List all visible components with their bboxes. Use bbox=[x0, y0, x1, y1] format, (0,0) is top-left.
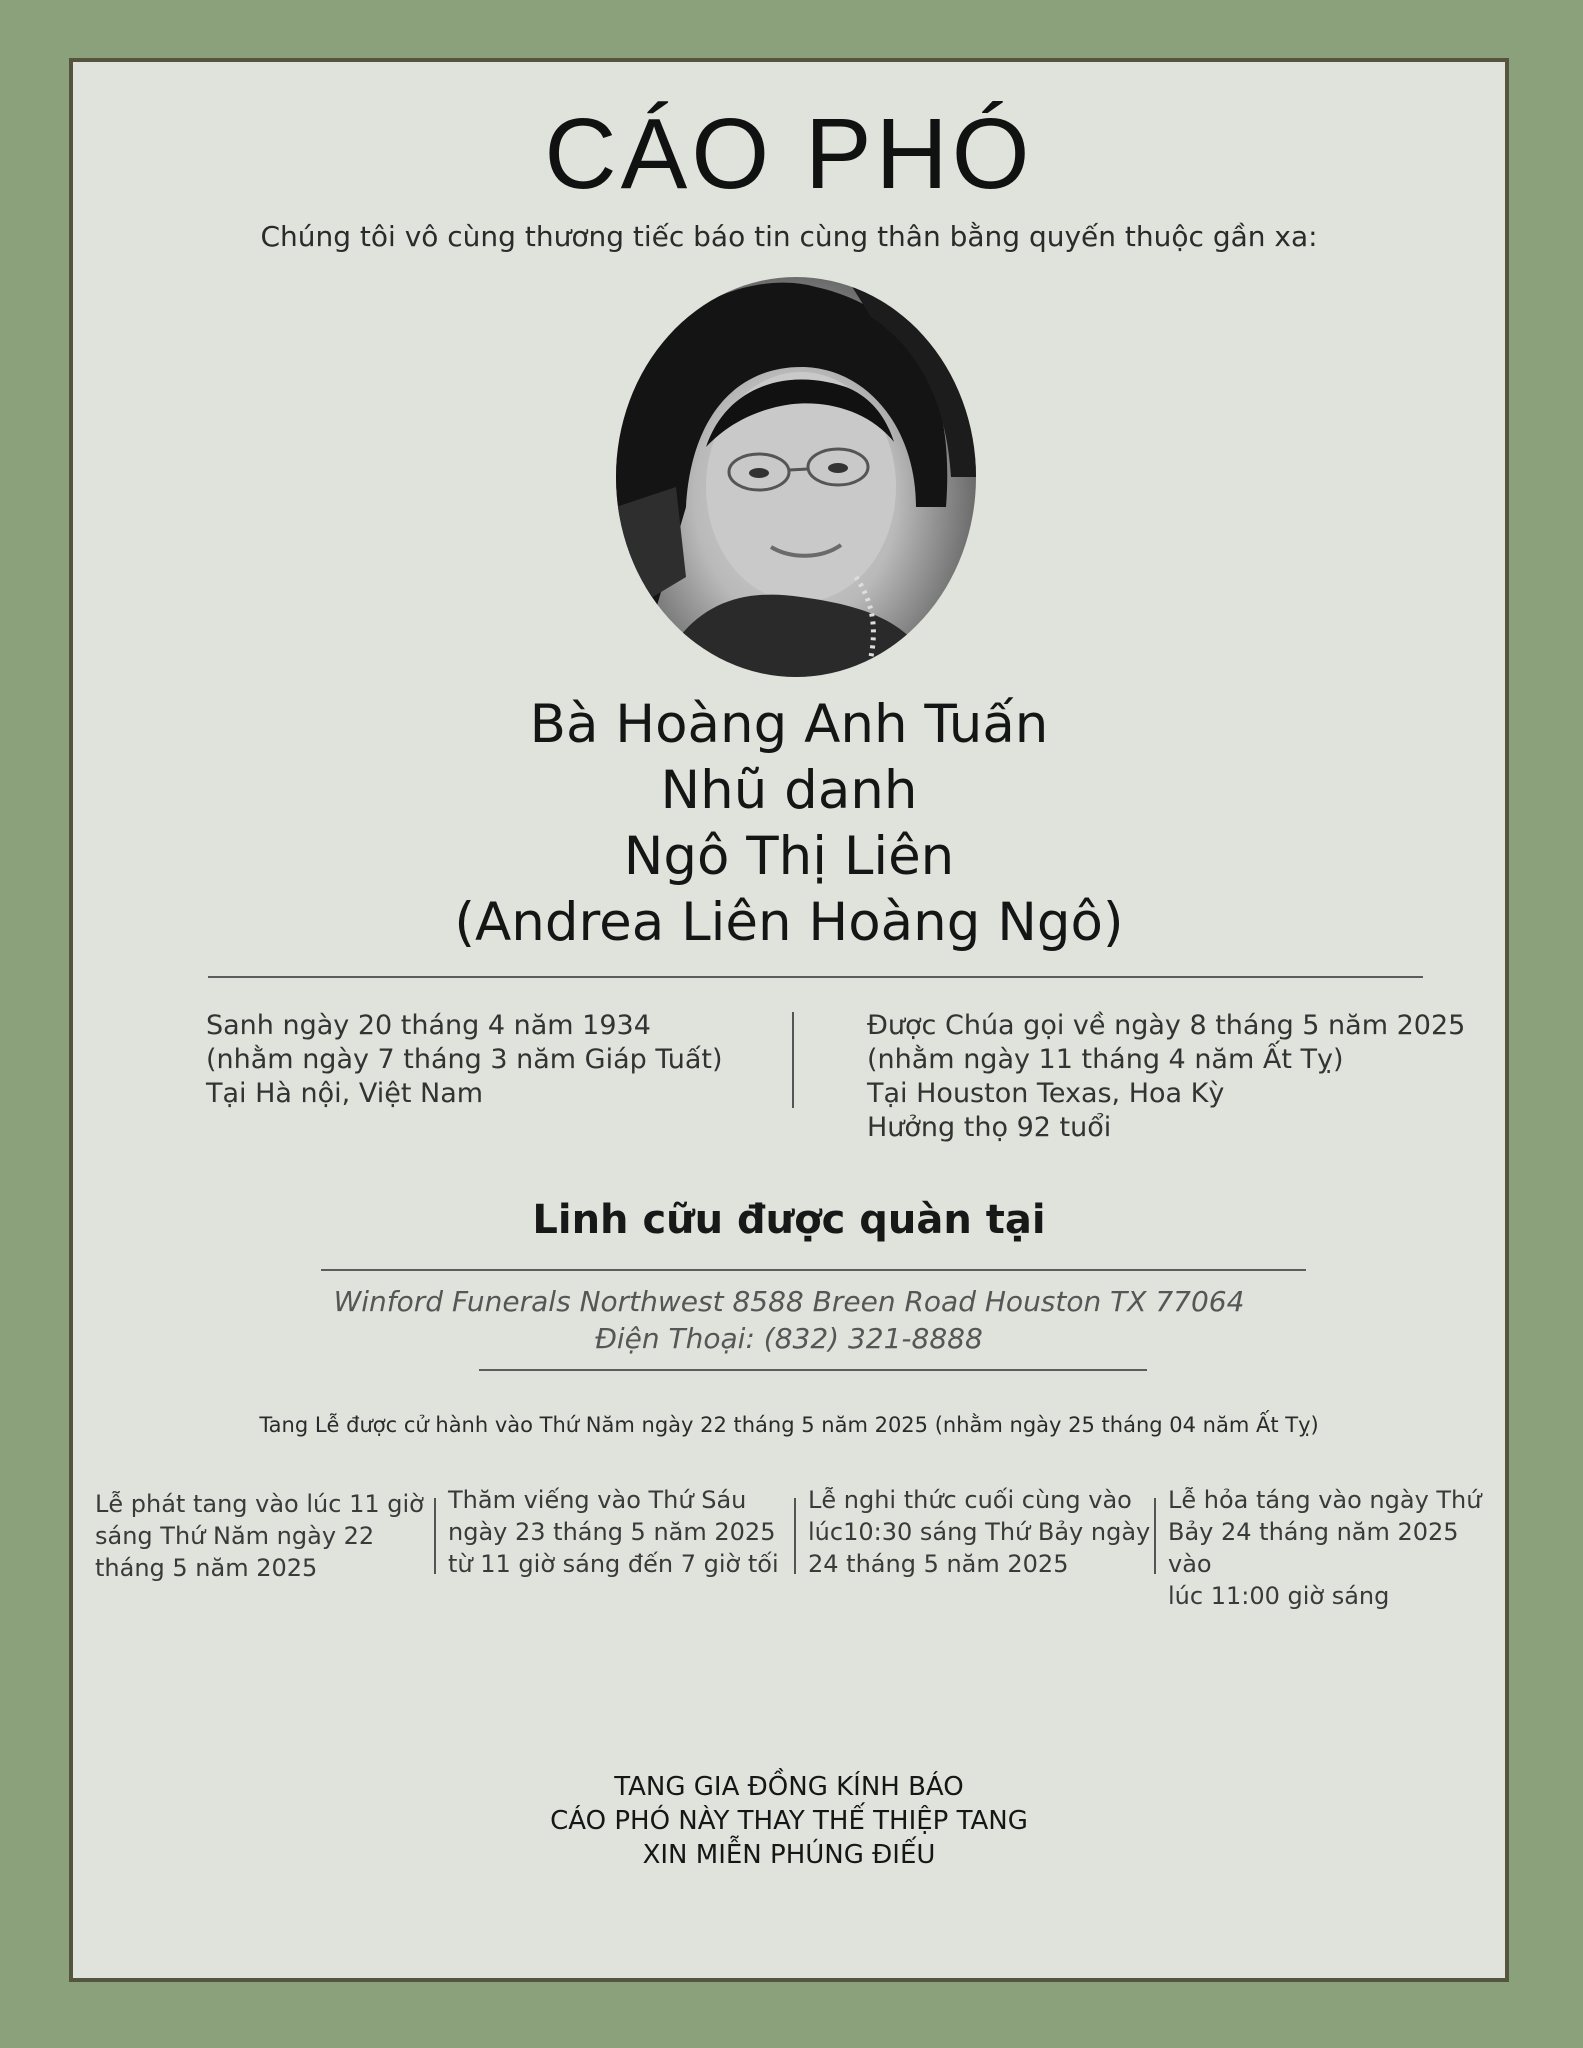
column-separator bbox=[794, 1498, 796, 1574]
event-line: lúc10:30 sáng Thứ Bảy ngày bbox=[808, 1518, 1151, 1546]
death-lunar-date: (nhằm ngày 11 tháng 4 năm Ất Tỵ) bbox=[867, 1044, 1344, 1075]
column-separator bbox=[1154, 1498, 1156, 1574]
english-name: (Andrea Liên Hoàng Ngô) bbox=[454, 892, 1124, 953]
event-mourning bbox=[95, 1488, 425, 1584]
portrait-photo bbox=[616, 277, 976, 677]
divider bbox=[208, 976, 1423, 978]
death-info bbox=[867, 1009, 1467, 1145]
divider bbox=[479, 1369, 1147, 1371]
maiden-name-label: Nhũ danh bbox=[660, 760, 918, 821]
event-line: lúc 11:00 giờ sáng bbox=[1168, 1582, 1390, 1610]
intro-text: Chúng tôi vô cùng thương tiếc báo tin cùng thân bằng quyến thuộc gần xa: bbox=[260, 220, 1318, 253]
event-line: sáng Thứ Năm ngày 22 bbox=[95, 1522, 375, 1550]
ceremony-note: Tang Lễ được cử hành vào Thứ Năm ngày 22 tháng 5 năm 2025 (nhằm ngày 25 tháng 04 năm Ất Tỵ) bbox=[259, 1413, 1319, 1437]
birth-info bbox=[206, 1009, 766, 1111]
event-line: ngày 23 tháng 5 năm 2025 bbox=[448, 1518, 776, 1546]
event-line: Thăm viếng vào Thứ Sáu bbox=[448, 1486, 747, 1514]
column-separator bbox=[792, 1012, 794, 1108]
birth-place: Tại Hà nội, Việt Nam bbox=[206, 1078, 484, 1109]
closing-line: TANG GIA ĐỒNG KÍNH BÁO bbox=[614, 1772, 964, 1802]
event-visitation bbox=[448, 1484, 788, 1580]
death-place: Tại Houston Texas, Hoa Kỳ bbox=[867, 1078, 1225, 1109]
event-line: Lễ hỏa táng vào ngày Thứ bbox=[1168, 1486, 1482, 1514]
event-line: tháng 5 năm 2025 bbox=[95, 1554, 318, 1582]
age: Hưởng thọ 92 tuổi bbox=[867, 1112, 1112, 1143]
viewing-address: Winford Funerals Northwest 8588 Breen Road Houston TX 77064 bbox=[333, 1285, 1245, 1318]
event-line: Lễ nghi thức cuối cùng vào bbox=[808, 1486, 1132, 1514]
event-final-rites bbox=[808, 1484, 1158, 1580]
page-title: CÁO PHÓ bbox=[544, 98, 1034, 210]
event-line: 24 tháng 5 năm 2025 bbox=[808, 1550, 1069, 1578]
viewing-phone: Điện Thoại: (832) 321-8888 bbox=[595, 1322, 983, 1355]
obituary-card bbox=[69, 58, 1509, 1982]
divider bbox=[321, 1269, 1306, 1271]
birth-date: Sanh ngày 20 tháng 4 năm 1934 bbox=[206, 1010, 651, 1041]
maiden-name: Ngô Thị Liên bbox=[623, 826, 955, 887]
closing-notice bbox=[73, 1770, 1505, 1872]
event-line: từ 11 giờ sáng đến 7 giờ tối bbox=[448, 1550, 779, 1578]
viewing-title: Linh cữu được quàn tại bbox=[532, 1197, 1046, 1243]
column-separator bbox=[434, 1498, 436, 1574]
event-cremation bbox=[1168, 1484, 1503, 1612]
event-line: Bảy 24 tháng năm 2025 vào bbox=[1168, 1518, 1459, 1578]
closing-line: XIN MIỄN PHÚNG ĐIẾU bbox=[642, 1840, 936, 1870]
deceased-name: Bà Hoàng Anh Tuấn bbox=[529, 694, 1049, 755]
portrait-illustration bbox=[616, 277, 976, 677]
birth-lunar-date: (nhằm ngày 7 tháng 3 năm Giáp Tuất) bbox=[206, 1044, 723, 1075]
event-line: Lễ phát tang vào lúc 11 giờ bbox=[95, 1490, 424, 1518]
deceased-names bbox=[73, 692, 1505, 956]
death-date: Được Chúa gọi về ngày 8 tháng 5 năm 2025 bbox=[867, 1010, 1466, 1041]
closing-line: CÁO PHÓ NÀY THAY THẾ THIỆP TANG bbox=[550, 1806, 1028, 1836]
